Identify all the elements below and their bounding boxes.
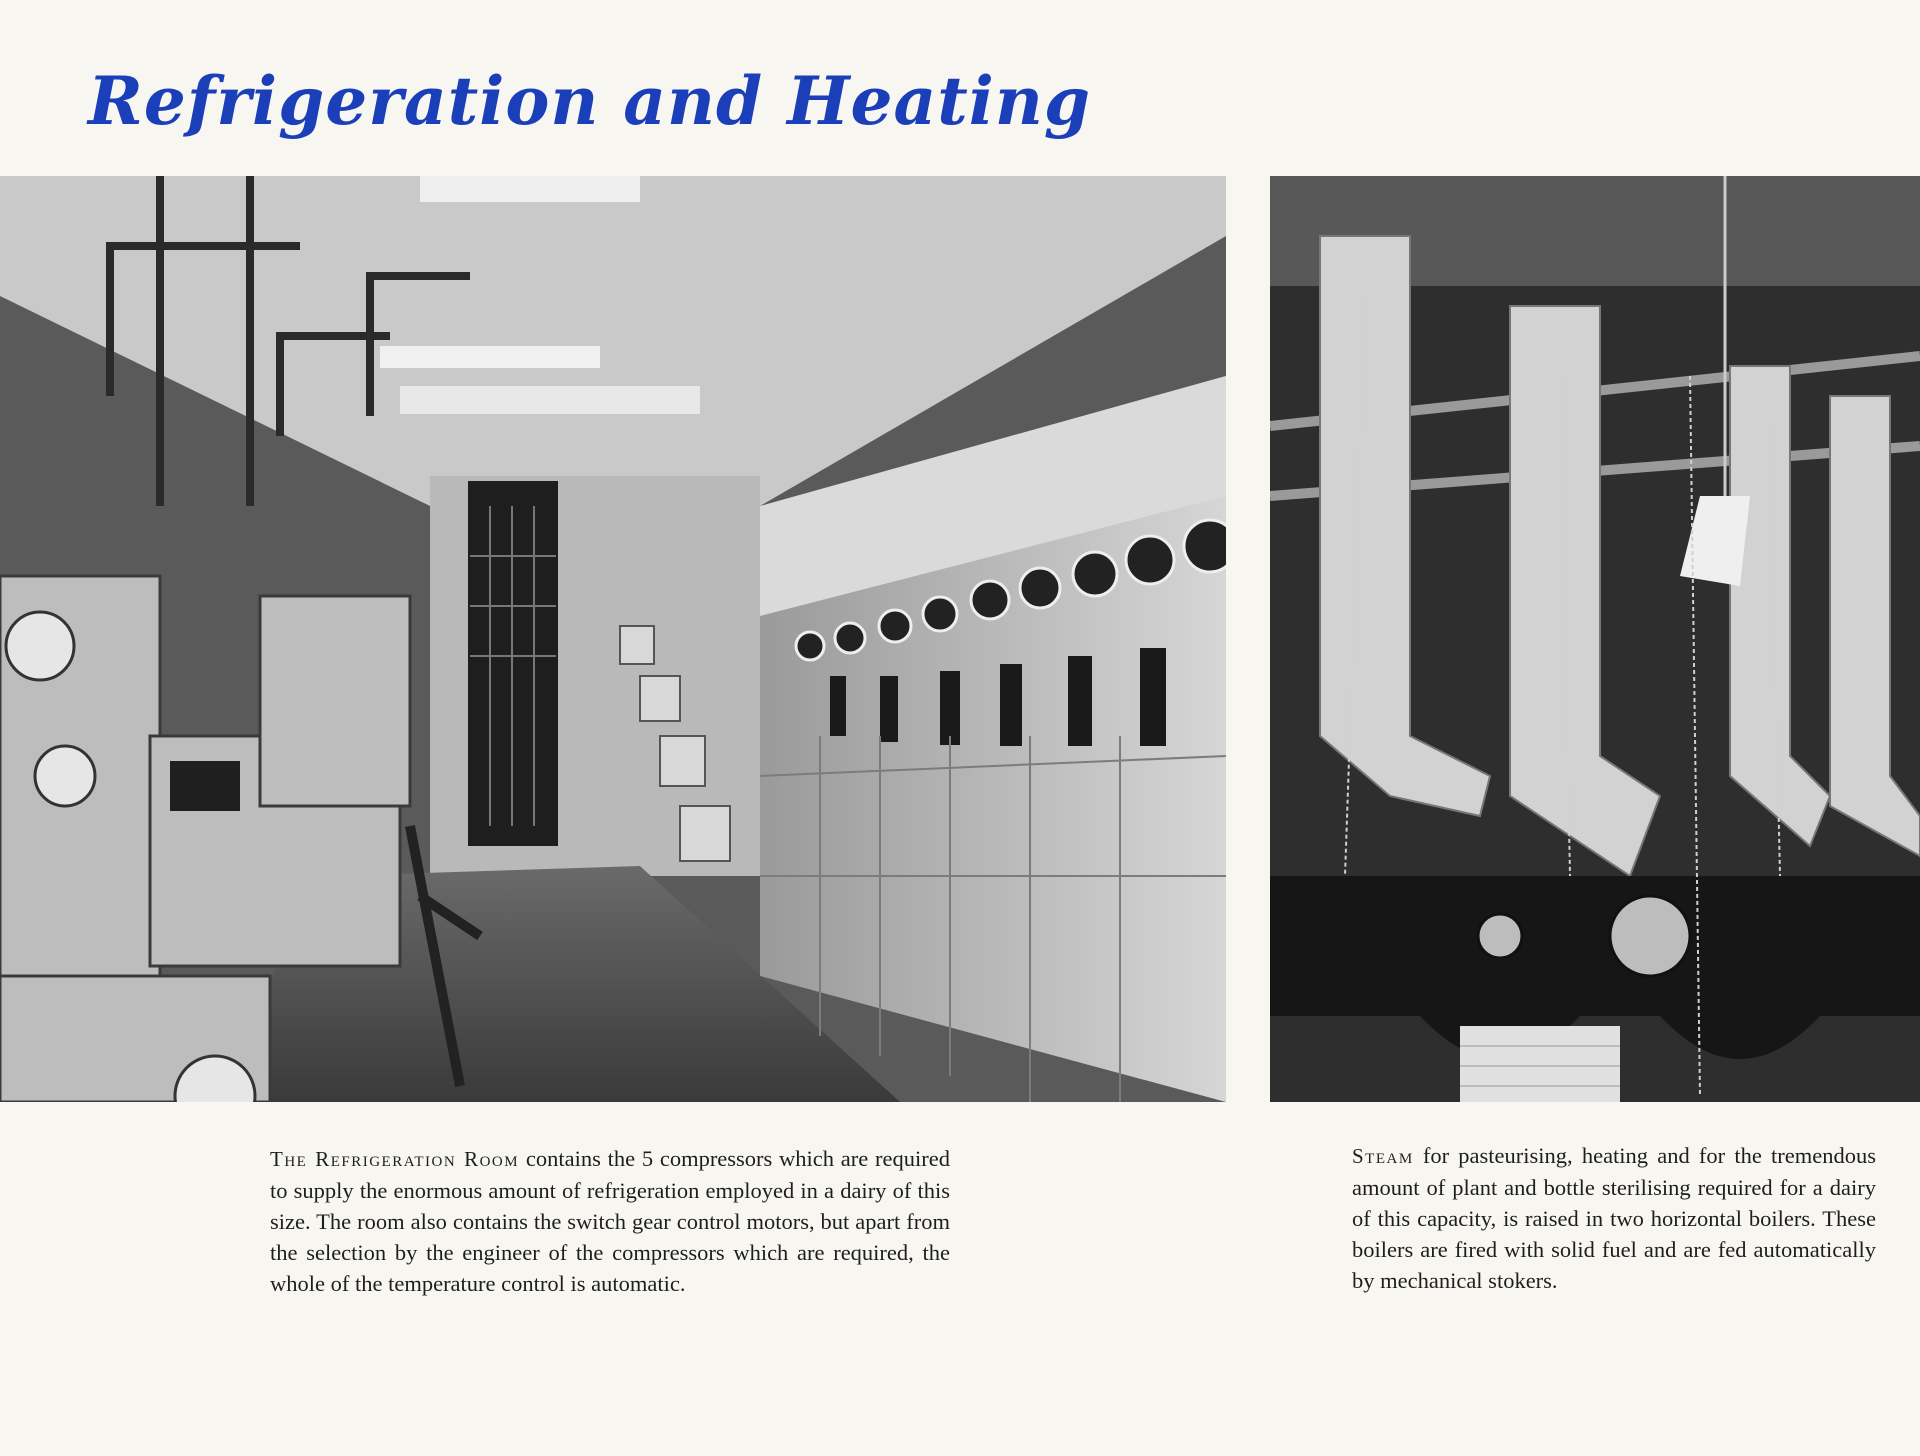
- page-title: Refrigeration and Heating: [88, 62, 1091, 140]
- caption-text: contains the 5 compressors which are required to supply the enormous amount of refrigeration employed in a dairy of this size. The room also contains the switch gear control motors, but apart from the selection by the engineer of the compressors which are required, the whole of the temperature control is automatic.: [270, 1146, 950, 1296]
- caption-text: for pasteurising, heating and for the tremendous amount of plant and bottle sterilising required for a dairy of this capacity, is raised in two horizontal boilers. These boilers are fired with solid fuel and are fed automatically by mechanical stokers.: [1352, 1143, 1876, 1293]
- caption-lead: The Refrigeration Room: [270, 1147, 520, 1171]
- caption-lead: Steam: [1352, 1144, 1414, 1168]
- steam-caption: [1352, 1140, 1876, 1296]
- refrigeration-room-photo: [0, 176, 1226, 1102]
- refrigeration-room-caption: [270, 1143, 950, 1299]
- boilers-photo: [1270, 176, 1920, 1102]
